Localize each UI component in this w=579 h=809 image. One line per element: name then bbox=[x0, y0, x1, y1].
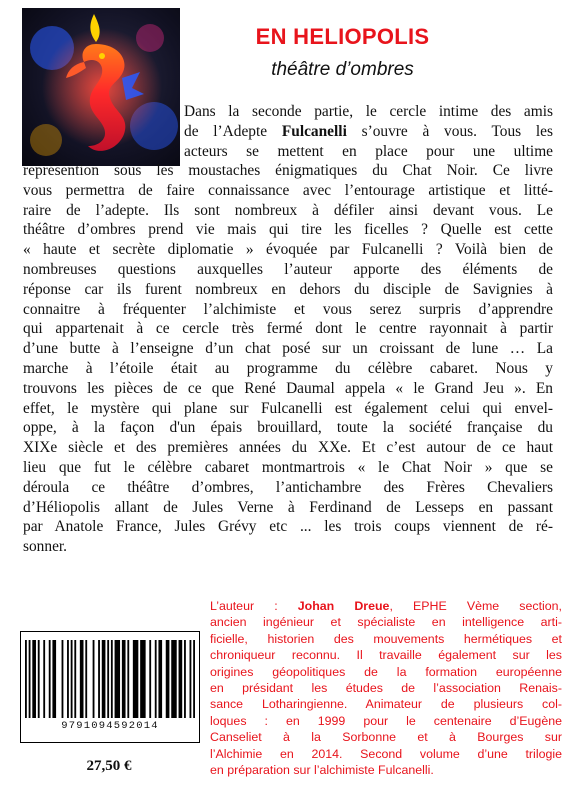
text-line: par Anatole France, Jules Grévy etc ... les trois coups viennent de ré- bbox=[23, 518, 553, 536]
barcode-bar bbox=[62, 640, 64, 718]
isbn-barcode bbox=[20, 631, 200, 743]
barcode-bar bbox=[29, 640, 31, 718]
description-intro bbox=[184, 102, 553, 161]
book-title: EN HELIOPOLIS bbox=[255, 24, 430, 49]
text-line: trouvons les pièces de ce que René Daumal appela « le Grand Jeu ». En bbox=[23, 379, 553, 397]
text-line: ancien ingénieur et spécialiste en intelligence arti- bbox=[210, 615, 562, 630]
price: 27,50 € bbox=[86, 758, 132, 774]
text-line: réponse car ils furent nombreux en dehors du disciple de Savignies à bbox=[23, 280, 553, 298]
barcode-bars bbox=[25, 640, 195, 718]
cover-illustration bbox=[22, 8, 180, 166]
barcode-bar bbox=[158, 640, 162, 718]
text-line: lieu que fut le célèbre cabaret montmartrois « le Chat Noir » que se bbox=[23, 458, 553, 476]
barcode-bar bbox=[25, 640, 27, 718]
barcode-bar bbox=[107, 640, 109, 718]
text-line: « haute et secrète diplomatie » évoquée par Fulcanelli ? Voilà bien de bbox=[23, 241, 553, 259]
emphasis-name: Johan Dreue bbox=[297, 599, 390, 613]
text-line: L’auteur : Johan Dreue, EPHE Vème section, bbox=[210, 599, 562, 613]
author-bio bbox=[210, 598, 562, 778]
description-text bbox=[23, 161, 553, 557]
text-line: loques : en 1999 pour le centenaire d’Eugène bbox=[210, 713, 562, 728]
text-line: origines géopolitiques de la formation européenne bbox=[210, 664, 562, 679]
barcode-bar bbox=[49, 640, 51, 718]
barcode-bar bbox=[115, 640, 120, 718]
barcode-bar bbox=[67, 640, 69, 718]
text-line: Dans la seconde partie, le cercle intime des amis bbox=[184, 103, 553, 120]
barcode-bar bbox=[140, 640, 145, 718]
text-line: l’Alchimie en 2014. Second volume d’une trilogie bbox=[210, 746, 562, 761]
barcode-bar bbox=[74, 640, 76, 718]
text-line: sonner. bbox=[23, 538, 68, 556]
barcode-bar bbox=[190, 640, 192, 718]
text-line: effet, le mystère qui plane sur Fulcanelli est également celui qui envel- bbox=[23, 399, 553, 417]
isbn-number: 9791094592014 bbox=[61, 720, 159, 732]
barcode-bar bbox=[149, 640, 151, 718]
barcode-bar bbox=[133, 640, 138, 718]
seahorse-icon bbox=[22, 8, 180, 166]
book-subtitle: théâtre d’ombres bbox=[271, 59, 414, 80]
barcode-bar bbox=[71, 640, 73, 718]
text-line: XIXe siècle et des premières années du XXe. Et c’est autour de ce haut bbox=[23, 439, 553, 457]
text-line: en présidant les études de l’association Renais- bbox=[210, 681, 562, 696]
text-line: nombreuses questions auxquelles l’auteur apporte des éléments de bbox=[23, 260, 553, 278]
barcode-bar bbox=[102, 640, 106, 718]
barcode-bar bbox=[98, 640, 100, 718]
barcode-bar bbox=[32, 640, 36, 718]
barcode-bar bbox=[43, 640, 45, 718]
barcode-bar bbox=[127, 640, 129, 718]
barcode-bar bbox=[85, 640, 87, 718]
barcode-bar bbox=[93, 640, 95, 718]
text-line: raire de l’adepte. Ils sont nombreux à défiler ainsi devant vous. Le bbox=[23, 201, 553, 219]
barcode-bar bbox=[193, 640, 195, 718]
text-line: représention sous les moustaches énigmatiques du Chat Noir. Ce livre bbox=[23, 162, 553, 179]
barcode-bar bbox=[179, 640, 183, 718]
text-line: de l’Adepte Fulcanelli s’ouvre à vous. Tous les bbox=[184, 122, 553, 140]
text-line: déroula ce théâtre d’ombres, l’antichambre des Frères Chevaliers bbox=[23, 478, 553, 496]
emphasis-name: Fulcanelli bbox=[281, 122, 347, 140]
text-line: d’une butte à l’enseigne d’un chat posé sur un croissant de lune … La bbox=[23, 340, 553, 358]
barcode-bar bbox=[184, 640, 186, 718]
barcode-bar bbox=[111, 640, 113, 718]
text-line: d’Héliopolis allant de Jules Verne à Ferdinand de Lesseps en passant bbox=[23, 498, 553, 516]
text-line: oppe, à la façon d'un épais brouillard, toute la société française du bbox=[23, 419, 553, 437]
barcode-bar bbox=[38, 640, 40, 718]
text-line: qui appartenait à ce cercle très fermé dont le centre rayonnait à partir bbox=[23, 320, 553, 338]
text-line: connaitre à fréquenter l’alchimiste et vous serez surpris d’apprendre bbox=[23, 300, 553, 318]
text-line: vous permettra de faire connaissance avec l’entourage artistique et litté- bbox=[23, 181, 553, 199]
text-line: sance Lotharingienne. Animateur de plusieurs col- bbox=[210, 697, 562, 712]
barcode-bar bbox=[52, 640, 56, 718]
text-line: chroniqueur reconnu. Il travaille également sur les bbox=[210, 648, 562, 663]
text-line: ficielle, historien des mouvements hermétiques et bbox=[210, 631, 562, 646]
barcode-bar bbox=[166, 640, 170, 718]
text-line: théâtre d’ombres prend vie mais qui tire les ficelles ? Quelle est cette bbox=[23, 221, 553, 239]
text-line: acteurs se mettent en place pour une ultime bbox=[184, 142, 553, 160]
barcode-bar bbox=[155, 640, 157, 718]
text-line: marche à l’étoile était au programme du célèbre cabaret. Nous y bbox=[23, 359, 553, 377]
barcode-bar bbox=[171, 640, 176, 718]
text-line: en préparation sur l’alchimiste Fulcanelli. bbox=[210, 763, 434, 778]
barcode-bar bbox=[80, 640, 84, 718]
barcode-bar bbox=[122, 640, 126, 718]
text-line: Canseliet à la Sorbonne et à Bourges sur bbox=[210, 730, 562, 745]
